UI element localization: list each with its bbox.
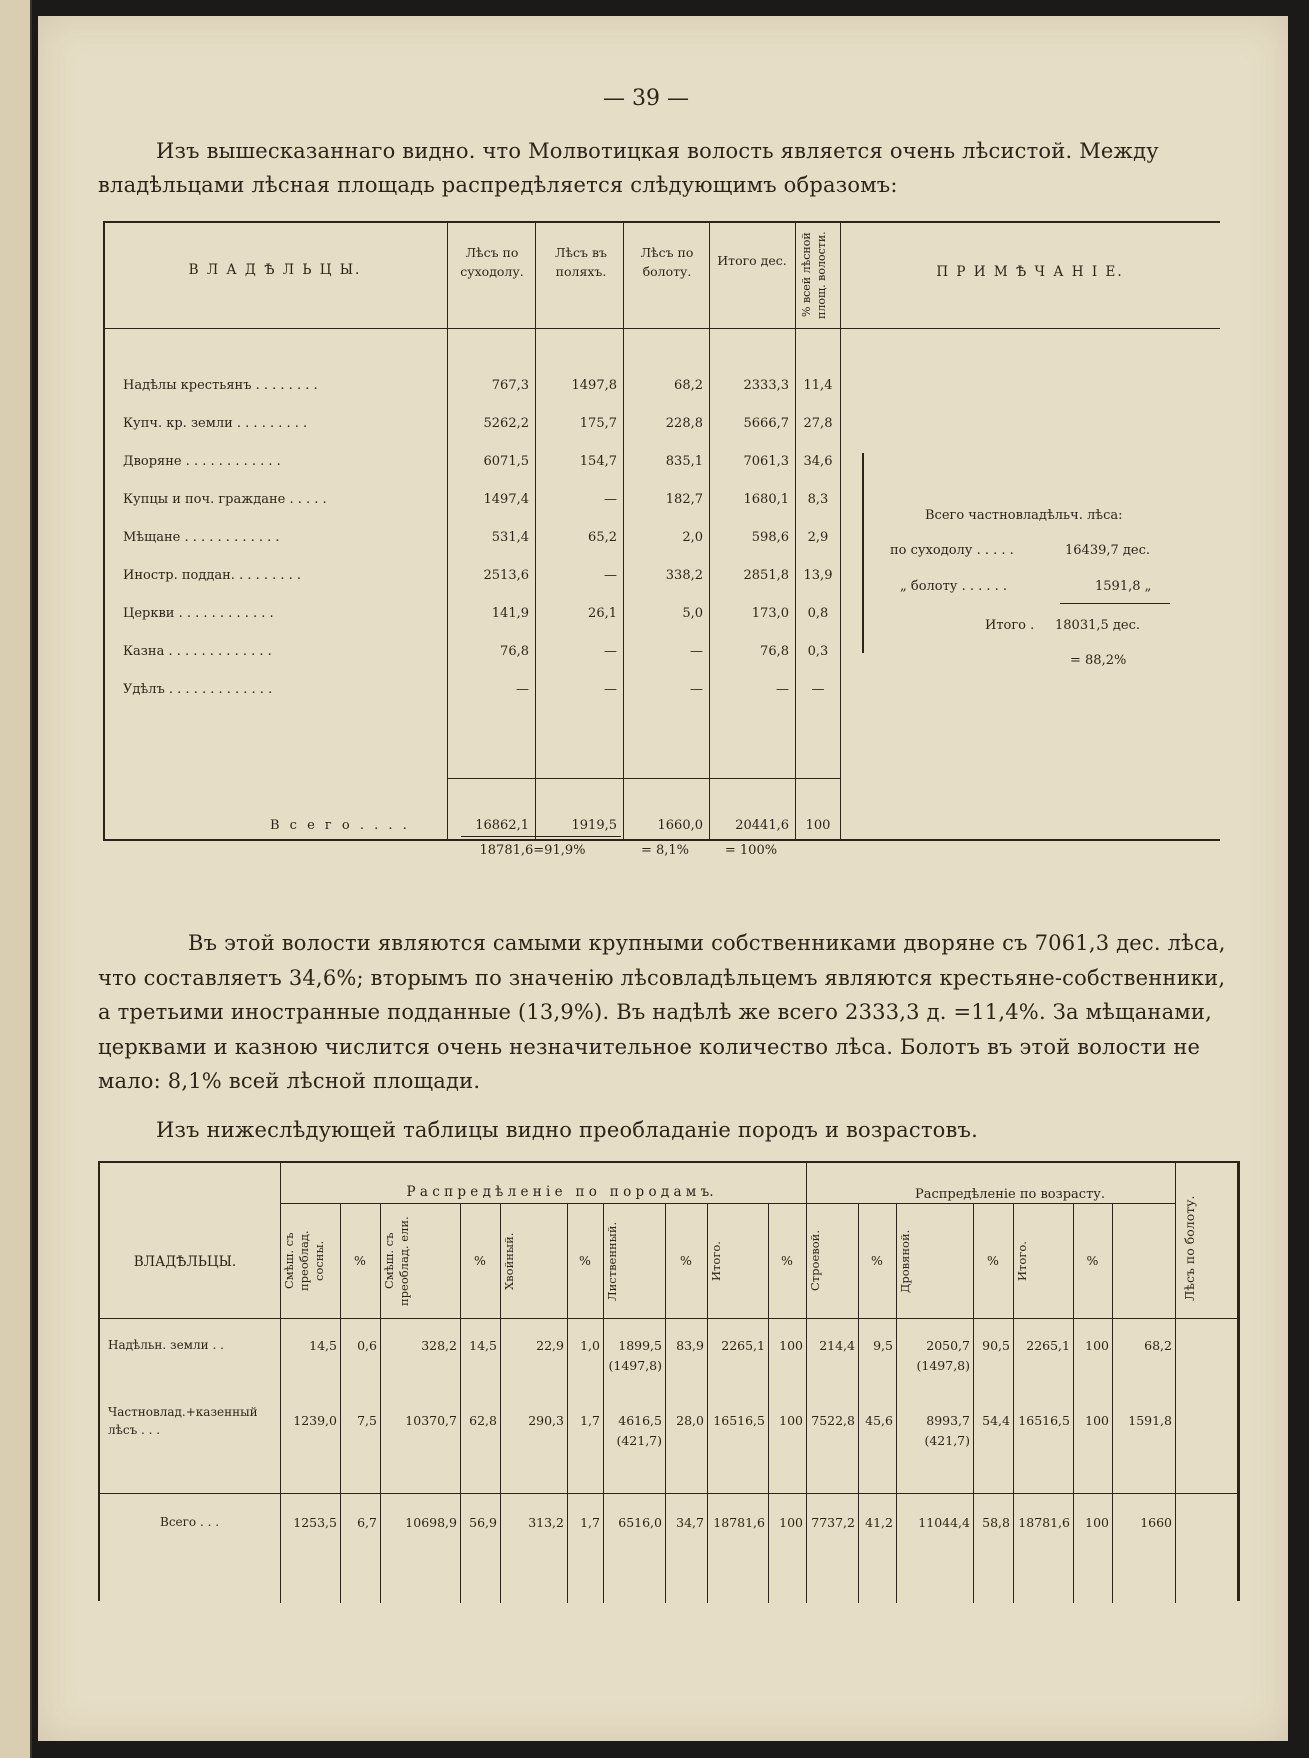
t2-col-header: % — [579, 1253, 591, 1268]
t2-col-header: % — [354, 1253, 366, 1268]
t2-cell: 1239,0 — [293, 1413, 337, 1428]
t2-col-header: Дровяной. — [898, 1229, 912, 1293]
cell-dry: 6071,5 — [483, 454, 529, 469]
t2-cell: 1,7 — [580, 1515, 600, 1530]
cell-fields: — — [604, 492, 617, 507]
t2-cell: 14,5 — [469, 1338, 497, 1353]
owners-table — [103, 221, 1220, 858]
t2-col-header: % — [871, 1253, 883, 1268]
t2-cell: 2050,7 — [926, 1338, 970, 1353]
t2-cell: 45,6 — [865, 1413, 893, 1428]
total-total: 20441,6 — [735, 818, 789, 833]
t2-cell: 6,7 — [357, 1515, 377, 1530]
cell-total: 2851,8 — [743, 568, 789, 583]
t2-col-header: % — [1086, 1253, 1099, 1268]
t2-cell: 1,7 — [580, 1413, 600, 1428]
t2-header-owners: ВЛАДѢЛЬЦЫ. — [133, 1254, 237, 1270]
table2-intro: Изъ нижеслѣдующей таблицы видно преобладаніе породъ и возрастовъ. — [156, 1118, 978, 1142]
t2-col-header: Итого. — [1015, 1241, 1029, 1281]
total-fields: 1919,5 — [571, 818, 617, 833]
t2-col-header: Смѣш. съ преоблад. сосны. — [282, 1230, 326, 1292]
t2-cell: 22,9 — [536, 1338, 564, 1353]
t2-cell: 7737,2 — [811, 1515, 855, 1530]
cell-fields: — — [604, 682, 617, 697]
cell-swamp: 228,8 — [665, 416, 703, 431]
t2-cell: 1899,5 — [618, 1338, 662, 1353]
row-label: Купцы и поч. граждане . . . . . — [123, 492, 327, 507]
previous-page-edge — [0, 0, 32, 1758]
cell-swamp: 835,1 — [665, 454, 703, 469]
t2-cell: 10698,9 — [405, 1515, 457, 1530]
t2-cell: 28,0 — [676, 1413, 704, 1428]
t2-cell: 0,6 — [357, 1338, 377, 1353]
t2-row-label: Частновлад.+казенный лѣсъ . . . — [108, 1405, 258, 1437]
cell-swamp: 182,7 — [665, 492, 703, 507]
cell-pct: 8,3 — [807, 492, 829, 507]
cell-dry: 1497,4 — [483, 492, 529, 507]
t2-col-header: Итого. — [709, 1241, 723, 1281]
t2-cell: 100 — [1085, 1515, 1109, 1530]
t2-sub-leaf: (1497,8) — [608, 1358, 662, 1373]
cell-dry: 76,8 — [500, 644, 529, 659]
t2-cell: 18781,6 — [1018, 1515, 1070, 1530]
cell-dry: 531,4 — [491, 530, 529, 545]
cell-fields: — — [604, 568, 617, 583]
row-label: Мѣщане . . . . . . . . . . . . — [123, 530, 280, 545]
t2-cell: 313,2 — [528, 1515, 564, 1530]
t2-cell: 100 — [1085, 1413, 1109, 1428]
row-label: Купч. кр. земли . . . . . . . . . — [123, 416, 308, 431]
note-underline — [1060, 603, 1170, 604]
total-row-label: В с е г о . . . . — [270, 818, 410, 833]
t2-cell: 2265,1 — [721, 1338, 765, 1353]
t2-row-label: Всего . . . — [160, 1515, 220, 1529]
cell-total: 2333,3 — [743, 378, 789, 393]
total-pct-100: = 100% — [724, 843, 778, 858]
cell-total: 173,0 — [751, 606, 789, 621]
cell-fields: 154,7 — [579, 454, 617, 469]
cell-total: 7061,3 — [743, 454, 789, 469]
t2-cell: 54,4 — [982, 1413, 1010, 1428]
header-note: П Р И М Ѣ Ч А Н І Е. — [936, 264, 1124, 280]
note-line2-label: „ болоту . . . . . . — [900, 579, 1008, 594]
t2-cell: 100 — [779, 1515, 803, 1530]
header-owners: В Л А Д Ѣ Л Ь Ц Ы. — [188, 262, 362, 278]
cell-swamp: 2,0 — [682, 530, 703, 545]
cell-dry: 141,9 — [491, 606, 529, 621]
t2-col-header: Лиственный. — [605, 1221, 619, 1301]
t2-cell: 18781,6 — [713, 1515, 765, 1530]
cell-pct: 34,6 — [803, 454, 833, 469]
t2-col-header: % — [781, 1253, 793, 1268]
cell-pct: 13,9 — [803, 568, 833, 583]
t2-cell: 58,8 — [982, 1515, 1010, 1530]
t2-cell: 214,4 — [819, 1338, 855, 1353]
cell-total: 76,8 — [760, 644, 789, 659]
total-dry: 16862,1 — [475, 818, 529, 833]
cell-total: 5666,7 — [743, 416, 789, 431]
header-pct: % всей лѣсной площ. волости. — [800, 231, 828, 319]
t2-sub-fire: (1497,8) — [916, 1358, 970, 1373]
t2-col-header: % — [987, 1253, 999, 1268]
header-total: Итого дес. — [717, 253, 787, 268]
cell-fields: — — [604, 644, 617, 659]
note-title: Всего частновладѣльч. лѣса: — [925, 508, 1123, 523]
t2-cell: 8993,7 — [926, 1413, 970, 1428]
t2-cell: 10370,7 — [405, 1413, 457, 1428]
t2-cell: 62,8 — [469, 1413, 497, 1428]
t2-cell: 100 — [779, 1413, 803, 1428]
t2-cell: 56,9 — [469, 1515, 497, 1530]
cell-swamp: — — [690, 644, 703, 659]
row-label: Церкви . . . . . . . . . . . . — [123, 606, 274, 621]
note-line1-label: по суходолу . . . . . — [890, 543, 1014, 558]
t2-cell: 68,2 — [1144, 1338, 1172, 1353]
cell-pct: — — [811, 682, 825, 697]
cell-dry: 5262,2 — [483, 416, 529, 431]
cell-dry: 2513,6 — [483, 568, 529, 583]
t2-cell: 14,5 — [309, 1338, 337, 1353]
t2-cell: 41,2 — [865, 1515, 893, 1530]
swamp-pct: = 8,1% — [640, 843, 690, 858]
t2-cell: 7,5 — [357, 1413, 377, 1428]
row-label: Надѣлы крестьянъ . . . . . . . . — [123, 378, 318, 393]
note-line1-value: 16439,7 дес. — [1065, 543, 1151, 558]
note-pct: = 88,2% — [1070, 653, 1127, 668]
note-total-label: Итого . — [985, 618, 1035, 633]
cell-total: 598,6 — [751, 530, 789, 545]
t2-cell: 9,5 — [873, 1338, 893, 1353]
cell-swamp: 5,0 — [682, 606, 703, 621]
cell-fields: 26,1 — [588, 606, 617, 621]
cell-pct: 0,3 — [807, 644, 829, 659]
header-dry: Лѣсъ по суходолу. — [460, 245, 524, 279]
t2-sub-fire: (421,7) — [924, 1433, 970, 1448]
t2-cell: 1660 — [1140, 1515, 1172, 1530]
cell-pct: 27,8 — [803, 416, 833, 431]
t2-header-species: Р а с п р е д ѣ л е н і е п о п о р о д а м ъ. — [406, 1184, 714, 1200]
cell-swamp: — — [690, 682, 703, 697]
row-label: Иностр. поддан. . . . . . . . . — [123, 568, 302, 583]
t2-cell: 1253,5 — [293, 1515, 337, 1530]
cell-swamp: 68,2 — [674, 378, 703, 393]
cell-total: 1680,1 — [743, 492, 789, 507]
cell-fields: 1497,8 — [571, 378, 617, 393]
page-number: — 39 — — [603, 86, 689, 111]
cell-pct: 0,8 — [807, 606, 829, 621]
t2-cell: 1591,8 — [1128, 1413, 1172, 1428]
t2-cell: 100 — [1085, 1338, 1109, 1353]
t2-cell: 7522,8 — [811, 1413, 855, 1428]
total-swamp: 1660,0 — [657, 818, 703, 833]
t2-col-header: % — [474, 1253, 486, 1268]
book-page — [38, 16, 1288, 1741]
t2-cell: 90,5 — [982, 1338, 1010, 1353]
t2-cell: 83,9 — [676, 1338, 704, 1353]
dry-fields-sum: 18781,6=91,9% — [479, 843, 586, 858]
t2-cell: 4616,5 — [618, 1413, 662, 1428]
note-brace — [862, 453, 874, 653]
t2-cell: 328,2 — [421, 1338, 457, 1353]
note-total-value: 18031,5 дес. — [1055, 618, 1141, 633]
t2-sub-leaf: (421,7) — [616, 1433, 662, 1448]
row-label: Казна . . . . . . . . . . . . . — [123, 644, 272, 659]
t2-cell: 100 — [779, 1338, 803, 1353]
t2-cell: 16516,5 — [1018, 1413, 1070, 1428]
t2-cell: 16516,5 — [713, 1413, 765, 1428]
sum-underline — [461, 836, 621, 837]
row-label: Удѣлъ . . . . . . . . . . . . . — [123, 682, 273, 697]
t2-header-age: Распредѣленіе по возрасту. — [914, 1187, 1106, 1202]
intro-paragraph: Изъ вышесказаннаго видно. что Молвотицкая волость является очень лѣсистой. Между владѣльцами лѣсная площадь распредѣляется слѣдующимъ образомъ: — [98, 139, 1159, 197]
t2-header-swamp: Лѣсъ по болоту. — [1182, 1195, 1197, 1301]
note-line2-value: 1591,8 „ — [1095, 579, 1152, 594]
t2-cell: 2265,1 — [1026, 1338, 1070, 1353]
t2-cell: 11044,4 — [918, 1515, 970, 1530]
cell-fields: 175,7 — [579, 416, 617, 431]
row-label: Дворяне . . . . . . . . . . . . — [123, 454, 281, 469]
t2-row-label: Надѣльн. земли . . — [108, 1338, 224, 1352]
middle-paragraph: Въ этой волости являются самыми крупными собственниками дворяне съ 7061,3 дес. лѣса, что составляетъ 34,6%; вторымъ по значенію лѣсовладѣльцемъ являются крестьяне-собственники, а третьими иностранные подданные (13,9%). Въ надѣлѣ же всего 2333,3 д. =11,4%. За мѣщанами, церквами и казною числится очень незначительное количество лѣса. Болотъ въ этой волости не мало: 8,1% всей лѣсной площади. — [98, 931, 1226, 1093]
t2-col-header: Строевой. — [808, 1230, 822, 1292]
t2-col-header: Смѣш. съ преоблад. ели. — [382, 1216, 411, 1306]
cell-dry: 767,3 — [491, 378, 529, 393]
cell-swamp: 338,2 — [665, 568, 703, 583]
t2-cell: 1,0 — [580, 1338, 600, 1353]
species-age-table — [98, 1161, 1240, 1601]
cell-pct: 2,9 — [807, 530, 829, 545]
cell-pct: 11,4 — [803, 378, 833, 393]
t2-cell: 34,7 — [676, 1515, 704, 1530]
cell-total: — — [776, 682, 789, 697]
t2-col-header: Хвойный. — [502, 1232, 516, 1290]
t2-col-header: % — [680, 1253, 692, 1268]
header-swamp: Лѣсъ по болоту. — [640, 245, 694, 279]
t2-cell: 6516,0 — [618, 1515, 662, 1530]
total-pct: 100 — [805, 818, 831, 833]
t2-cell: 290,3 — [528, 1413, 564, 1428]
cell-fields: 65,2 — [588, 530, 617, 545]
cell-dry: — — [516, 682, 529, 697]
header-fields: Лѣсъ въ поляхъ. — [555, 245, 607, 279]
